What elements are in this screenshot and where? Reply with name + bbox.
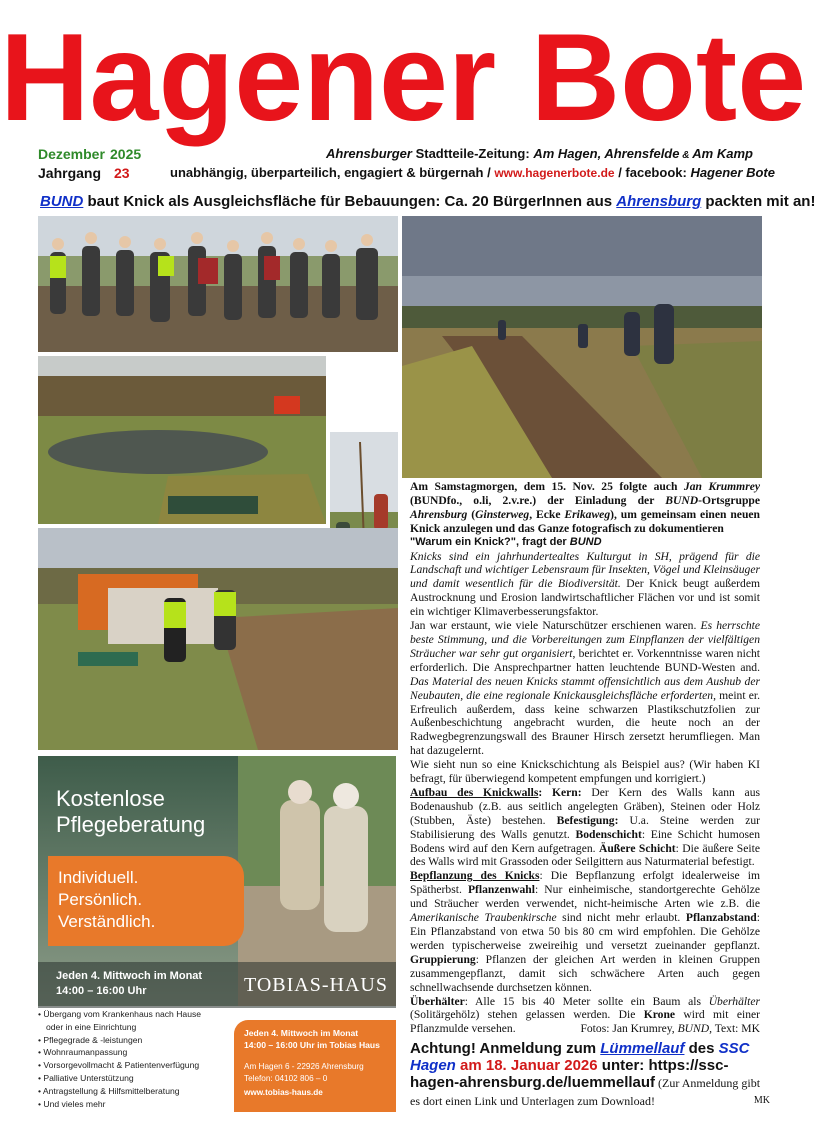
tagline: Ahrensburger Stadtteile-Zeitung: Am Hagen, Ahrensfelde & Am Kamp [326, 146, 753, 161]
ad-contact-box: Jeden 4. Mittwoch im Monat 14:00 – 16:00 Uhr im Tobias Haus Am Hagen 6 - 22926 Ahrensburg Telefon: 04102 806 – 0 www.tobias-haus.de [234, 1020, 396, 1112]
issue-volume: 23 [114, 165, 130, 181]
ad-bullet: • Vorsorgevollmacht & Patientenverfügung [38, 1060, 200, 1071]
ad-bullet: • Wohnraumanpassung [38, 1047, 128, 1058]
article-paragraph: Bepflanzung des Knicks: Die Bepflanzung erfolgt idealerweise im Spätherbst. Pflanzenwahl: Nur einheimische, standortgerechte Gehölze und Sträucher werden verwendet, nicht-heimische Arten wie z.B. die Amerikanische Traubenkirsche sind nicht mehr erlaubt. Pflanzabstand: Ein Pflanzabstand von etwa 50 bis 80 cm wird empfohlen. Die Gehölze werden typischerweise zweireihig und versetzt zueinander gepflanzt. Gruppierung: Pflanzen der gleichen Art werden in kleinen Gruppen zusammengepflanzt, damit sich schwächere Arten auch gegen schnellwachsende durchsetzen können. [410, 869, 760, 994]
website-link[interactable]: www.hagenerbote.de [494, 166, 615, 180]
ad-when-2: 14:00 – 16:00 Uhr [56, 985, 147, 997]
pond-photo [38, 356, 326, 524]
ad-bullet-list [38, 1008, 228, 1110]
article-body [410, 480, 760, 1036]
ad-slogan-1: Individuell. [58, 868, 139, 887]
ad-bullet: • Palliative Unterstützung [38, 1072, 134, 1083]
ad-bullet: • Übergang vom Krankenhaus nach Hause [38, 1009, 202, 1019]
ad-bullet: • Pflegegrade & -leistungen [38, 1034, 143, 1045]
masthead-title: Hagener Bote [0, 9, 807, 147]
article-paragraph: Überhälter: Alle 15 bis 40 Meter sollte ein Baum als Überhälter (Solitärgehölz) stehen gelassen werden. Die Krone wird mit einer Pflanzmulde versehen. Fotos: Jan Krumrey, BUND, Text: MK [410, 994, 760, 1036]
ad-when-1: Jeden 4. Mittwoch im Monat [56, 970, 203, 982]
truck-photo [38, 528, 398, 750]
article-paragraph: Knicks sind ein jahrhundertealtes Kulturgut in SH, prägend für die Landschaft und wichtiger Lebensraum für Insekten, Vögel und Kleinsäuger und damit wesentlich für die Biodiversität. Der Knick beugt außerdem Austrocknung und Erosion landwirtschaftlicher Flächen vor und ist somit ein wichtiger Klimaverbesserungsfaktor. [410, 549, 760, 619]
article-intro: Am Samstagmorgen, dem 15. Nov. 25 folgte auch Jan Krummrey (BUNDfo., o.li, 2.v.re.) der Einladung der BUND-Ortsgruppe Ahrensburg (Ginsterweg, Ecke Erikaweg), um gemeinsam einen neuen Knick anzulegen und das Ganze fotografisch zu dokumentieren [410, 480, 761, 535]
subline: unabhängig, überparteilich, engagiert & bürgernah / www.hagenerbote.de / facebook: Hagener Bote [170, 165, 775, 180]
issue-year: 2025 [110, 146, 142, 162]
photo-credits: Fotos: Jan Krumrey, BUND, Text: MK [580, 1022, 760, 1036]
headline: BUND baut Knick als Ausgleichsfläche für Bebauungen: Ca. 20 BürgerInnen aus Ahrensburg packten mit an! [40, 193, 815, 210]
article-question: "Warum ein Knick?", fragt der BUND [410, 535, 602, 548]
facebook-name: Hagener Bote [690, 165, 775, 180]
article-paragraph: Aufbau des Knickwalls: Kern: Der Kern des Walls kann aus Bodenaushub (z.B. aus seitlich angelegten Gräben), Steinen oder Holz (Stubben, Äste) bestehen. Befestigung: U.a. Steine werden zur Stabilisierung des Walls genutzt. Bodenschicht: Eine Schicht humosen Bodens wird auf den Kern aufgetragen. Äußere Schicht: Die äußere Seite des Walls wird mit Grassoden oder Seilgittern aus Naturmaterial befestigt. [410, 785, 761, 869]
ad-bullet: oder in eine Einrichtung [46, 1021, 137, 1032]
issue-month: Dezember [38, 146, 105, 162]
author-signature: MK [753, 1095, 770, 1106]
article-paragraph: Wie sieht nun so eine Knickschichtung als Beispiel aus? (Wir haben KI befragt, für überwiegend kompetent empfungen und korrigiert.) [410, 758, 760, 786]
event-notice: Achtung! Anmeldung zum Lümmellauf des SSC Hagen am 18. Januar 2026 unter: https://ssc-hagen-ahrensburg.de/luemmellauf (Zur Anmeldung gibt es dort einen Link und Unterlagen zum Download! MK [410, 1040, 770, 1108]
ad-bullet: • Und vieles mehr [38, 1098, 106, 1109]
planting-field-photo [402, 216, 762, 478]
registration-link[interactable]: unter: https://ssc-hagen-ahrensburg.de/luemmellauf [410, 1057, 729, 1091]
ad-title-line1: Kostenlose [56, 786, 165, 811]
ad-brand-logo: TOBIAS-HAUS [244, 974, 388, 996]
article-paragraph: Jan war erstaunt, wie viele Naturschützer erschienen waren. Es herrschte beste Stimmung, und die Vorbereitungen zum Einpflanzen der vielfältigen Sträucher war sehr gut organisiert, berichtet er. Vorkenntnisse waren nicht erforderlich. Die Ansprechpartner hatten leuchtende BUND-Westen and. Das Material des neuen Knicks stammt offensichtlich aus dem Aushub der Neubauten, die eine regionale Knickausgleichsfläche erforderten, meint er. Erfreulich außerdem, dass keine schwarzen Plastikschutzfolien zur Außenbeschichtung angebracht wurden, die heute noch an der Radwegbegrenzungswall des Brauner Hirsch zersetzt herumfliegen. Man hat dazugelernt. [410, 619, 761, 758]
ad-tobias-haus [38, 756, 396, 1118]
ad-title-line2: Pflegeberatung [56, 812, 206, 837]
ad-slogan-2: Persönlich. [58, 890, 143, 909]
issue-volume-label: Jahrgang [38, 165, 102, 181]
ad-bullet: • Antragstellung & Hilfsmittelberatung [38, 1085, 180, 1096]
group-photo [38, 216, 398, 352]
ad-slogan-3: Verständlich. [58, 912, 156, 931]
